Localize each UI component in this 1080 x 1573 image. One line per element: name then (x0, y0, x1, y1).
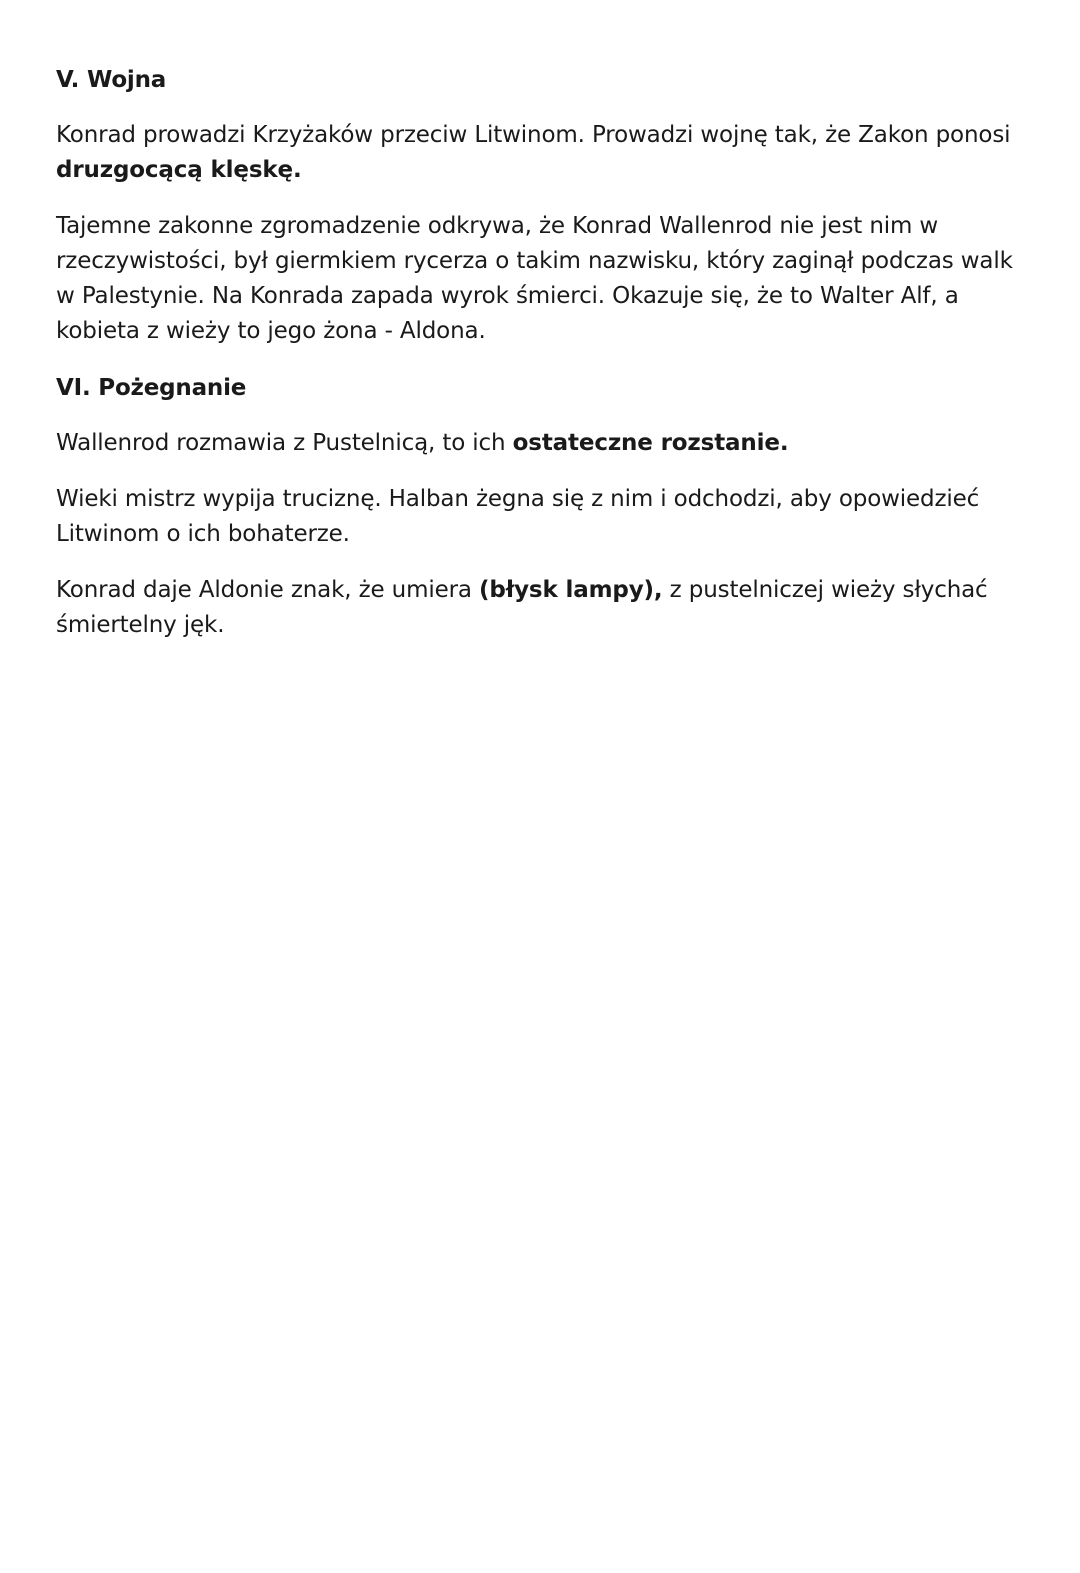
paragraph-pozegnanie-1 (56, 426, 1036, 461)
document-page (56, 62, 1036, 664)
paragraph-text: Tajemne zakonne zgromadzenie odkrywa, że Konrad Wallenrod nie jest nim w rzeczywistości, był giermkiem rycerza o takim nazwisku, który zaginął podczas walk w Palestynie. Na Konrada zapada wyrok śmierci. Okazuje się, że to Walter Alf, a kobieta z wieży to jego żona - Aldona. (56, 213, 1013, 344)
paragraph-text: Wallenrod rozmawia z Pustelnicą, to ich (56, 430, 513, 456)
section-heading-wojna: V. Wojna (56, 67, 167, 93)
section-heading-pozegnanie: VI. Pożegnanie (56, 375, 247, 401)
paragraph-text: Konrad prowadzi Krzyżaków przeciw Litwinom. Prowadzi wojnę tak, że Zakon ponosi (56, 122, 1011, 148)
paragraph-wojna-2 (56, 209, 1036, 349)
paragraph-text: Konrad daje Aldonie znak, że umiera (56, 577, 480, 603)
bold-phrase: druzgocącą klęskę. (56, 157, 302, 183)
paragraph-wojna-1 (56, 118, 1036, 188)
paragraph-pozegnanie-2 (56, 482, 1036, 552)
paragraph-text: z pustelniczej wieży słychać śmiertelny jęk. (56, 577, 988, 638)
paragraph-text: Wieki mistrz wypija truciznę. Halban żegna się z nim i odchodzi, aby opowiedzieć Litwinom o ich bohaterze. (56, 486, 980, 547)
bold-phrase: (błysk lampy), (479, 577, 663, 603)
paragraph-pozegnanie-3 (56, 573, 1036, 643)
bold-phrase: ostateczne rozstanie. (512, 430, 789, 456)
